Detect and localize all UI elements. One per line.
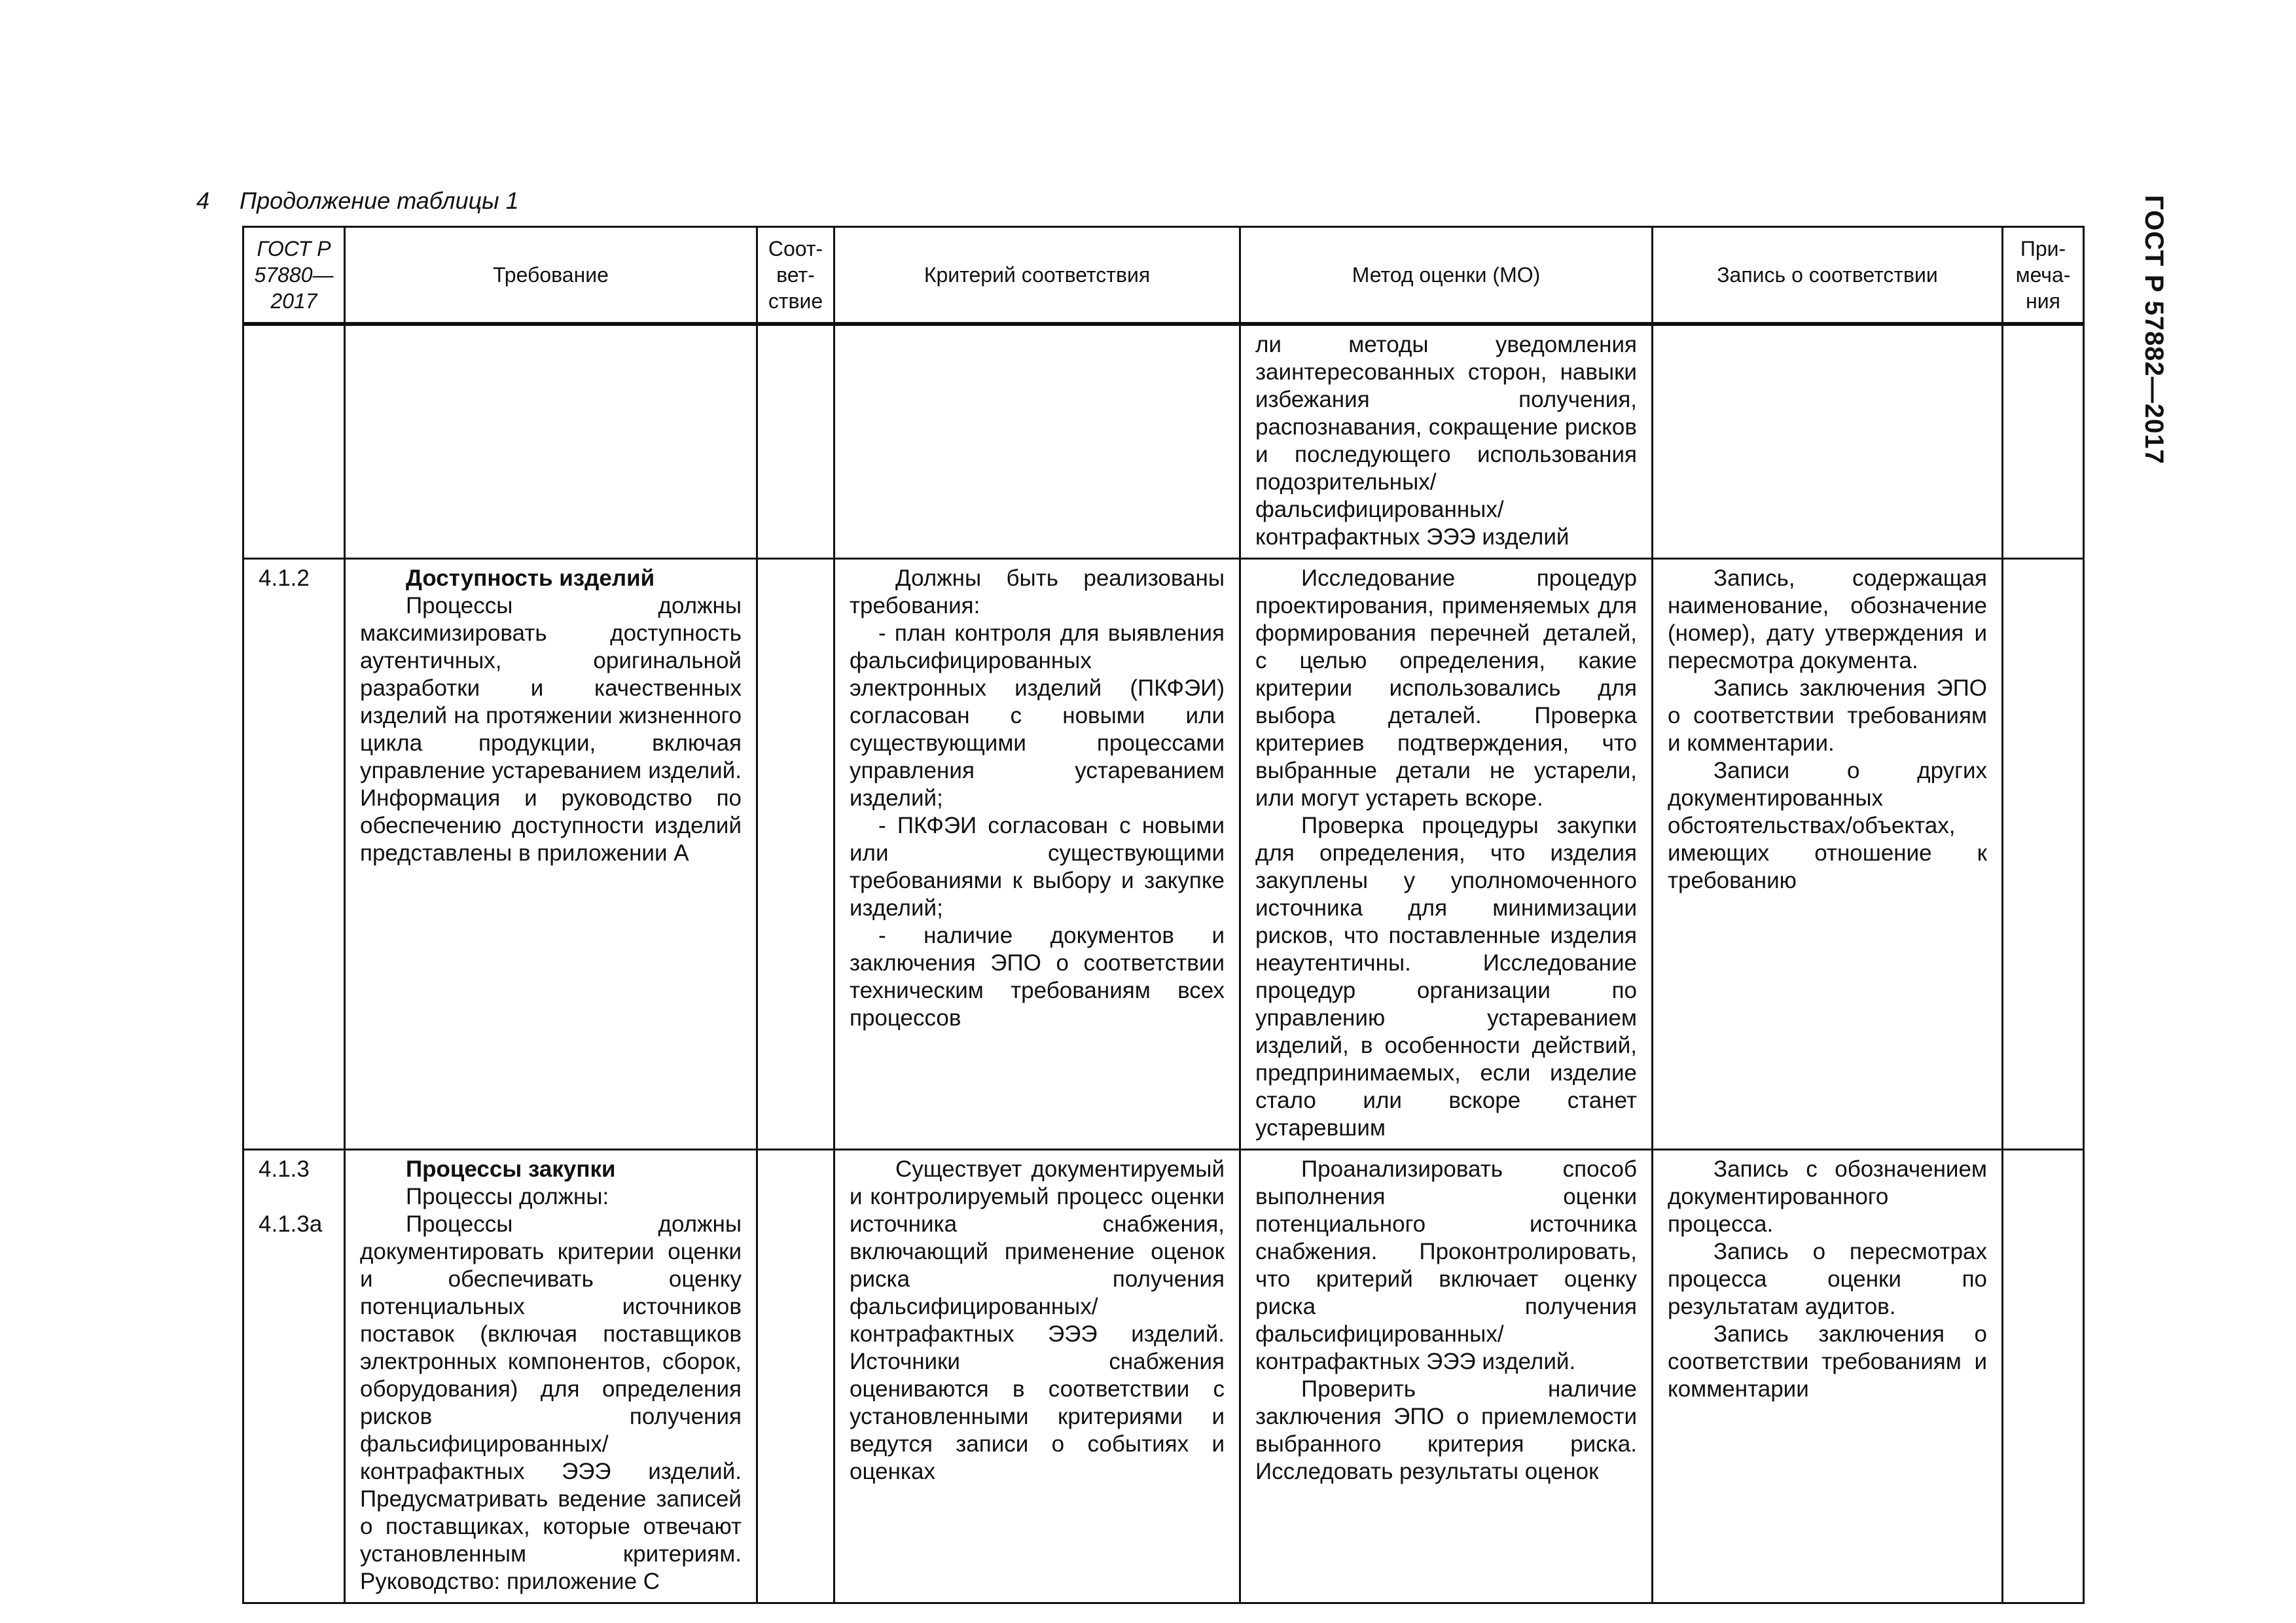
record-paragraph: Запись заключения ЭПО о соответствии требованиям и комментарии.: [1668, 675, 1987, 756]
record-paragraph: Запись заключения о соответствии требованиям и комментарии: [1668, 1321, 1987, 1402]
criterion-text: Существует документируемый и контролируемый процесс оценки источника снабжения, включающий применение оценок риска получения фальсифицированных/контрафактных ЭЭЭ изделий. Источники снабжения оцениваются в соответствии с установленными критериями и ведутся записи о событиях и оценках: [850, 1156, 1225, 1484]
page-number: 4: [196, 187, 210, 214]
criterion-intro: Должны быть реализованы требования:: [850, 565, 1225, 618]
clause-number: 4.1.2: [259, 565, 310, 591]
header-notes: [2003, 227, 2084, 324]
method-paragraph: Проверка процедуры закупки для определения, что изделия закуплены у уполномоченного источника для минимизации рисков, что поставленные изделия неаутентичны. Исследование процедур организации по управлению устареванием изделий, в особенности действий, предпринимаемых, если изделие стало или вскоре станет устаревшим: [1255, 812, 1637, 1141]
requirement-text: Процессы должны максимизировать доступность аутентичных, оригинальной разработки и качественных изделий на протяжении жизненного цикла продукции, включая управление устареванием изделий. Информация и руководство по обеспечению доступности изделий представлены в приложении А: [360, 592, 742, 866]
header-gost: [243, 227, 345, 324]
cell-record: [1653, 558, 2003, 1149]
cell-requirement: [345, 558, 757, 1149]
method-paragraph: Проанализировать способ выполнения оценки потенциального источника снабжения. Проконтролировать, что критерий включает оценку риска получения фальсифицированных/контрафактных ЭЭЭ изделий.: [1255, 1156, 1637, 1374]
requirement-text: Процессы должны документировать критерии оценки и обеспечивать оценку потенциальных источников поставок (включая поставщиков электронных компонентов, сборок, оборудования) для определения рисков получения фальсифицированных/контрафактных ЭЭЭ изделий. Предусматривать ведение записей о поставщиках, которые отвечают установленным критериям. Руководство: приложение С: [360, 1211, 742, 1594]
cell-criterion: [834, 1149, 1240, 1603]
header-compliance-line1: Соот-: [768, 236, 823, 260]
header-criterion: Критерий соответствия: [834, 227, 1240, 324]
subclause-number: 4.1.3а: [259, 1211, 323, 1237]
requirement-heading: Доступность изделий: [406, 565, 655, 591]
clause-number: 4.1.3: [259, 1156, 310, 1182]
table-continuation-caption: Продолжение таблицы 1: [240, 187, 519, 214]
cell-requirement: [345, 1149, 757, 1603]
criterion-item: - ПКФЭИ согласован с новыми или существующими требованиями к выбору и закупке изделий;: [850, 812, 1225, 921]
cell-criterion: [834, 324, 1240, 559]
header-compliance-line3: ствие: [768, 289, 823, 313]
header-requirement: Требование: [345, 227, 757, 324]
table-header-row: [243, 227, 2084, 324]
table-row: [243, 558, 2084, 1149]
cell-clause: [243, 558, 345, 1149]
cell-notes: [2003, 324, 2084, 559]
document-standard-title: ГОСТ Р 57882—2017: [2140, 195, 2168, 465]
record-paragraph: Запись, содержащая наименование, обозначение (номер), дату утверждения и пересмотра документа.: [1668, 565, 1987, 673]
header-record: Запись о соответствии: [1653, 227, 2003, 324]
cell-record: [1653, 1149, 2003, 1603]
header-notes-line1: При-: [2020, 236, 2066, 260]
cell-requirement: [345, 324, 757, 559]
record-paragraph: Записи о других документированных обстоятельствах/объектах, имеющих отношение к требованию: [1668, 757, 1987, 893]
criterion-item: - план контроля для выявления фальсифицированных электронных изделий (ПКФЭИ) согласован с новыми или существующими процессами управления устареванием изделий;: [850, 620, 1225, 811]
cell-criterion: [834, 558, 1240, 1149]
requirements-table: [242, 226, 2085, 1604]
header-gost-line2: 57880—: [254, 262, 334, 287]
cell-notes: [2003, 558, 2084, 1149]
header-notes-line3: ния: [2026, 289, 2060, 313]
method-paragraph: Исследование процедур проектирования, применяемых для формирования перечней деталей, с целью определения, какие критерии использовались для выбора деталей. Проверка критериев подтверждения, что выбранные детали не устарели, или могут устареть вскоре.: [1255, 565, 1637, 811]
criterion-item: - наличие документов и заключения ЭПО о соответствии техническим требованиям всех процессов: [850, 922, 1225, 1031]
table-row: [243, 1149, 2084, 1603]
record-paragraph: Запись о пересмотрах процесса оценки по результатам аудитов.: [1668, 1238, 1987, 1319]
cell-clause: [243, 1149, 345, 1603]
method-paragraph: ли методы уведомления заинтересованных сторон, навыки избежания получения, распознавания, сокращение рисков и последующего использования подозрительных/фальсифицированных/контрафактных ЭЭЭ изделий: [1255, 331, 1637, 550]
cell-method: [1240, 558, 1653, 1149]
cell-method: [1240, 1149, 1653, 1603]
cell-clause: [243, 324, 345, 559]
cell-compliance: [757, 324, 834, 559]
record-paragraph: Запись с обозначением документированного процесса.: [1668, 1156, 1987, 1237]
header-compliance-line2: вет-: [776, 262, 815, 287]
header-gost-line1: ГОСТ Р: [257, 236, 331, 260]
header-method: Метод оценки (МО): [1240, 227, 1653, 324]
requirement-heading: Процессы закупки: [406, 1156, 616, 1182]
cell-compliance: [757, 1149, 834, 1603]
header-notes-line2: меча-: [2015, 262, 2071, 287]
cell-method: [1240, 324, 1653, 559]
cell-compliance: [757, 558, 834, 1149]
requirement-intro: Процессы должны:: [406, 1183, 609, 1209]
header-compliance: [757, 227, 834, 324]
cell-notes: [2003, 1149, 2084, 1603]
cell-record: [1653, 324, 2003, 559]
table-row: [243, 324, 2084, 559]
method-paragraph: Проверить наличие заключения ЭПО о приемлемости выбранного критерия риска. Исследовать результаты оценок: [1255, 1376, 1637, 1484]
header-gost-line3: 2017: [270, 289, 317, 313]
